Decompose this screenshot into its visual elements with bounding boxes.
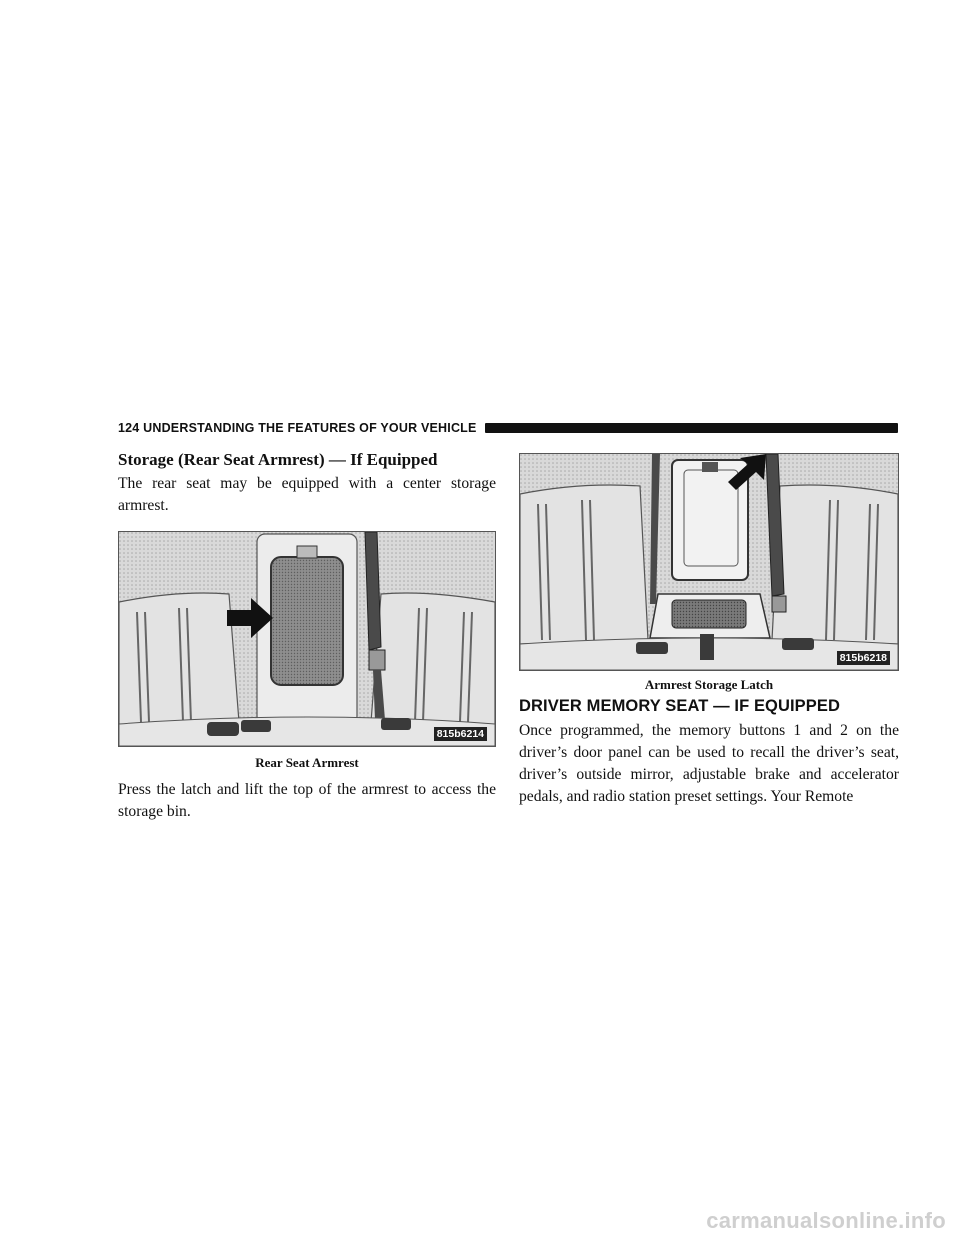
section-title: DRIVER MEMORY SEAT — IF EQUIPPED [519, 697, 841, 715]
rear-seat-armrest-figure [118, 531, 496, 747]
left-column [118, 450, 496, 823]
watermark: carmanualsonline.info [706, 1208, 946, 1233]
memory-seat-paragraph: Once programmed, the memory buttons 1 and 2 on the driver’s door panel can be used to recall the driver’s seat, driver’s outside mirror, adjustable brake and accelerator pedals, and radio station preset settings. Your Remote [519, 722, 899, 805]
header-rule [485, 423, 898, 433]
armrest-latch-illustration [520, 454, 898, 670]
subsection-heading: Storage (Rear Seat Armrest) — If Equipped [118, 450, 438, 469]
figure-id: 815b6218 [837, 651, 890, 665]
intro-paragraph: The rear seat may be equipped with a center storage armrest. [118, 475, 496, 514]
right-column [519, 450, 899, 808]
figure-caption: Rear Seat Armrest [255, 755, 359, 770]
page-header [118, 419, 898, 437]
rear-seat-illustration [119, 532, 495, 746]
figure-caption: Armrest Storage Latch [644, 677, 774, 692]
instruction-paragraph: Press the latch and lift the top of the armrest to access the storage bin. [118, 781, 496, 820]
page-number-title: 124 UNDERSTANDING THE FEATURES OF YOUR VEHICLE [118, 421, 477, 435]
armrest-storage-latch-figure [519, 453, 899, 671]
figure-id: 815b6214 [434, 727, 487, 741]
